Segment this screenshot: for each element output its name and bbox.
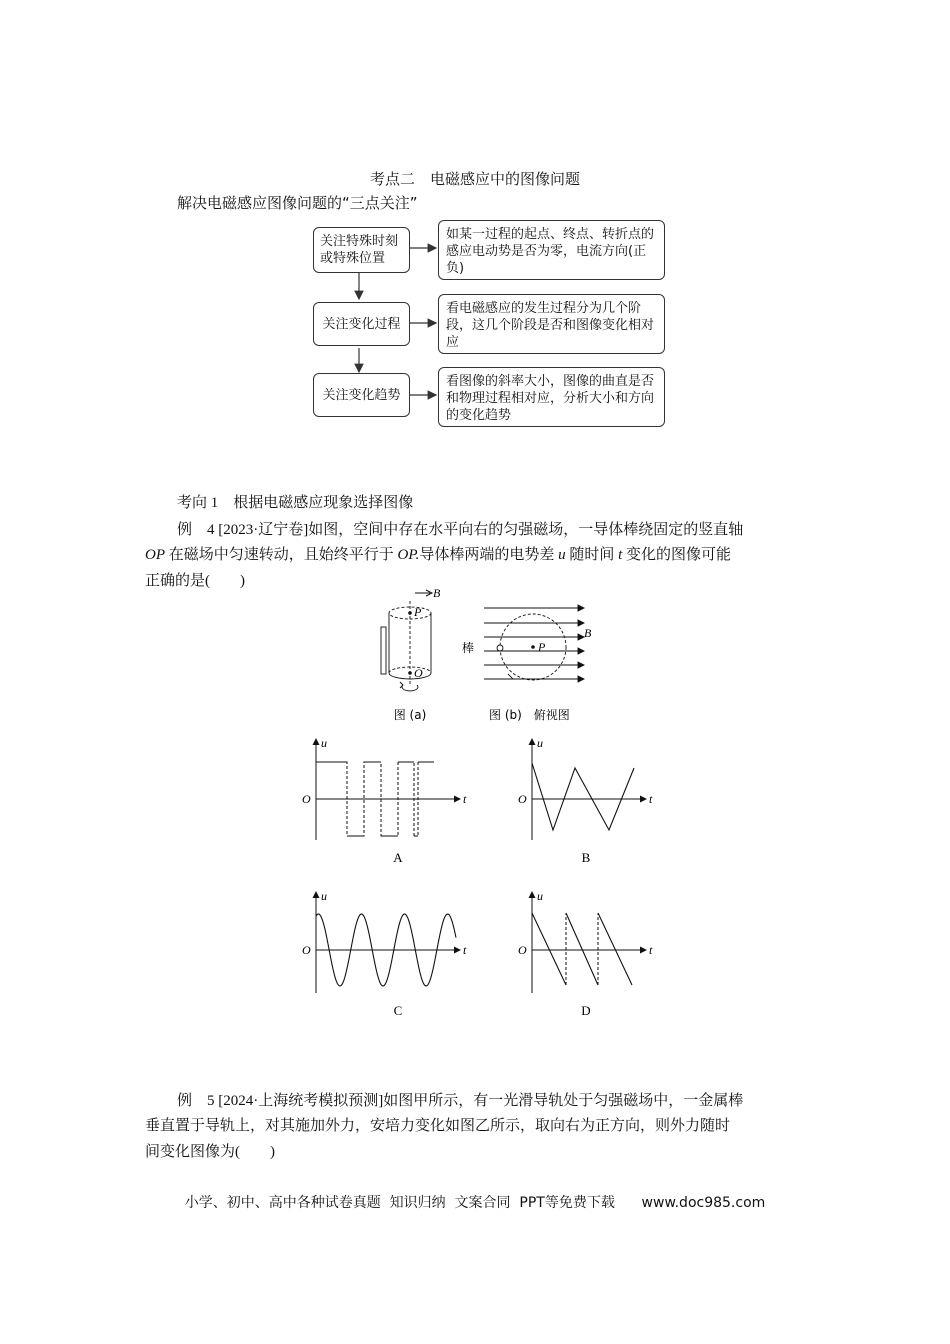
axis-t-label: t bbox=[463, 792, 467, 806]
option-graphs bbox=[300, 735, 680, 1025]
flow-left-box-1: 关注特殊时刻或特殊位置 bbox=[313, 227, 410, 273]
section-title: 考点二 电磁感应中的图像问题 bbox=[369, 172, 580, 188]
origin-label: O bbox=[518, 943, 527, 957]
axis-t-label: t bbox=[649, 943, 653, 957]
flow-left-box-3: 关注变化趋势 bbox=[313, 373, 410, 417]
fig-b-label-rod: 棒 bbox=[462, 641, 475, 655]
example-4-line-2 bbox=[145, 542, 825, 568]
var-u: u bbox=[558, 547, 566, 563]
fig-a-label-p: P bbox=[414, 605, 422, 619]
example-5-prefix: 例 5 [2024·上海 bbox=[177, 1093, 289, 1109]
origin-label: O bbox=[302, 943, 311, 957]
option-a-label: A bbox=[393, 850, 403, 865]
flow-left-box-2: 关注变化过程 bbox=[313, 302, 410, 346]
footer-text: 小学、初中、高中各种试卷真题 知识归纳 文案合同 PPT等免费下载 www.doc985.com bbox=[184, 1195, 766, 1211]
axis-u-label: u bbox=[321, 889, 327, 903]
option-b-graph bbox=[518, 736, 653, 865]
example-5-source: 统考模拟预测 bbox=[288, 1091, 379, 1109]
option-b-label: B bbox=[581, 850, 591, 865]
example-5-line-2: 垂直置于导轨上，对其施加外力，安培力变化如图乙所示，取向右为正方向，则外力随时 bbox=[145, 1118, 731, 1134]
rotation-arrow-icon bbox=[402, 685, 418, 691]
axis-t-label: t bbox=[463, 943, 467, 957]
axis-u-label: u bbox=[537, 736, 543, 750]
example-4-line-3: 正确的是( ) bbox=[145, 573, 245, 589]
flow-right-box-3: 看图像的斜率大小，图像的曲直是否和物理过程相对应，分析大小和方向的变化趋势 bbox=[438, 367, 665, 427]
option-d-label: D bbox=[581, 1003, 591, 1018]
origin-label: O bbox=[518, 792, 527, 806]
axis-u-label: u bbox=[321, 736, 327, 750]
fig-b-label-p: P bbox=[538, 640, 546, 654]
fig-b-label-b: B bbox=[584, 626, 592, 640]
example-5-line-1 bbox=[177, 1087, 827, 1114]
fig-a-label-o: O bbox=[414, 666, 423, 680]
example-4-source: 辽宁卷 bbox=[258, 520, 304, 538]
option-c-label: C bbox=[393, 1003, 403, 1018]
text-seg: 变化的图像可能 bbox=[622, 547, 732, 563]
flow-right-box-2: 看电磁感应的发生过程分为几个阶段，这几个阶段是否和图像变化相对应 bbox=[438, 294, 665, 354]
var-t: t bbox=[618, 547, 623, 563]
option-a-graph bbox=[302, 736, 467, 865]
flow-right-box-1: 如某一过程的起点、终点、转折点的感应电动势是否为零，电流方向(正负) bbox=[438, 220, 665, 280]
fig-a-caption: 图 (a) bbox=[393, 708, 427, 722]
example-4-line-1-text: ]如图，空间中存在水平向右的匀强磁场，一导体棒绕固定的竖直轴 bbox=[303, 522, 744, 538]
fig-a-rod bbox=[381, 627, 386, 674]
text-seg: 在磁场中匀速转动，且始终平行于 bbox=[165, 547, 398, 563]
example-5-line-3: 间变化图像为( ) bbox=[145, 1144, 275, 1160]
text-seg: 导体棒两端的电势差 bbox=[419, 547, 559, 563]
figure-ab bbox=[370, 585, 610, 725]
direction-heading: 考向 1 根据电磁感应现象选择图像 bbox=[177, 495, 414, 511]
fig-b-caption: 图 (b) 俯视图 bbox=[489, 708, 570, 722]
option-c-graph bbox=[302, 889, 467, 1018]
axis-t-label: t bbox=[649, 792, 653, 806]
var-op: OP bbox=[145, 547, 165, 563]
var-op: OP. bbox=[397, 547, 420, 563]
axis-u-label: u bbox=[537, 889, 543, 903]
subtitle: 解决电磁感应图像问题的“三点关注” bbox=[177, 194, 418, 212]
fig-b-rod-section bbox=[497, 645, 503, 651]
origin-label: O bbox=[302, 792, 311, 806]
text-seg: 随时间 bbox=[565, 547, 619, 563]
example-4-line-1 bbox=[177, 516, 817, 543]
option-d-graph bbox=[518, 889, 653, 1018]
fig-a-label-b: B bbox=[433, 586, 441, 600]
example-4-prefix: 例 4 [2023· bbox=[177, 522, 259, 538]
example-5-line-1-text: ]如图甲所示，有一光滑导轨处于匀强磁场中，一金属棒 bbox=[378, 1093, 744, 1109]
